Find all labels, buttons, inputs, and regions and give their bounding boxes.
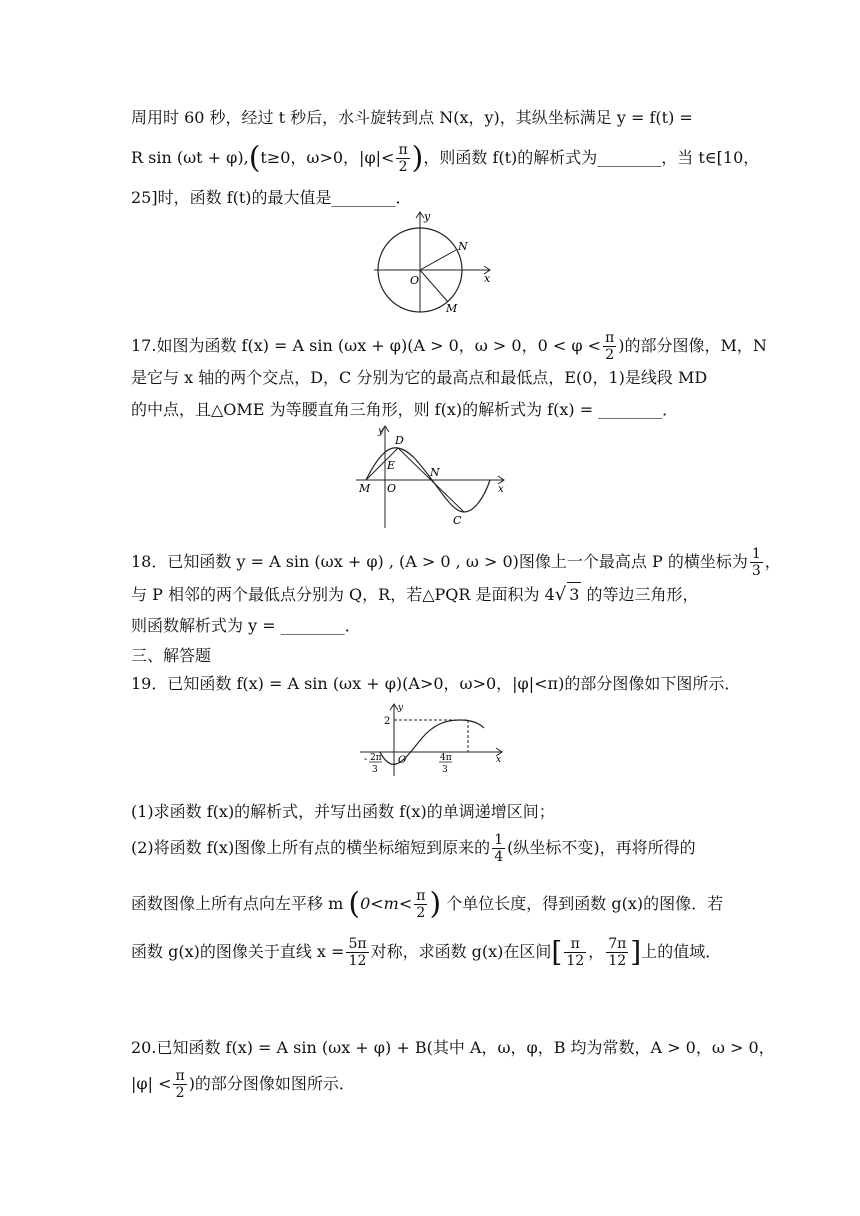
condition-brace-left: ( [348, 886, 361, 922]
point-m-label: M [446, 302, 458, 315]
q19-line1: 19．已知函数 f(x) = A sin (ωx + φ)(A>0，ω>0，|φ|<π)的部分图像如下图所示． [131, 674, 741, 693]
neg-tick-den: 3 [372, 765, 378, 775]
point-c-label: C [453, 514, 462, 527]
origin-label: O [410, 274, 420, 287]
x-label: x [496, 755, 502, 765]
interval-bracket-left: [ [551, 935, 563, 969]
radius-on [420, 250, 456, 270]
x-label: x [484, 272, 491, 285]
q19-part1: (1)求函数 f(x)的解析式，并写出函数 f(x)的单调递增区间； [131, 802, 555, 821]
point-e-label: E [387, 459, 396, 472]
q17-pi-over-2: $\frac{\pi}{2}$ [605, 330, 615, 363]
q19-part2-line2 [131, 888, 723, 921]
q19-part2-end: (纵坐标不变)，再将所得的 [507, 838, 696, 857]
q16-circle-figure [368, 208, 498, 316]
q17-line2: 是它与 x 轴的两个交点，D，C 分别为它的最高点和最低点，E(0，1)是线段 MD [131, 368, 708, 387]
interval-end: $\frac{7\pi}{12}$ [608, 936, 627, 969]
y-label: y [424, 210, 431, 223]
q19-part2-line2-end: 个单位长度，得到函数 g(x)的图像．若 [446, 894, 724, 913]
interval-bracket-right: ] [630, 935, 642, 969]
q19-part2-line1 [131, 832, 696, 865]
m-condition: 0<m< [360, 894, 413, 913]
q19-sine-figure [356, 700, 506, 780]
q18-one-third: $\frac{1}{3}$ [751, 546, 761, 579]
q18-line2-text: 与 P 相邻的两个最低点分别为 Q，R，若△PQR 是面积为 4 [131, 585, 555, 604]
q16-pi-over-2: $\frac{\pi}{2}$ [398, 142, 408, 175]
q19-pi-over-2: $\frac{\pi}{2}$ [416, 888, 426, 921]
q19-part2-line3 [131, 936, 721, 969]
q18-line1-text: 18．已知函数 y = A sin (ωx + φ) , (A > 0 , ω > 0)图像上一个最高点 P 的横坐标为 [131, 552, 748, 571]
q16-line2-text: ，则函数 f(t)的解析式为________，当 t∈[10， [423, 148, 760, 167]
q19-part2-line2-text: 函数图像上所有点向左平移 m [131, 894, 344, 913]
radius-om [420, 270, 448, 302]
q17-line1-end: )的部分图像，M，N [618, 336, 767, 355]
origin-label: O [387, 482, 397, 495]
section-heading: 三、解答题 [131, 646, 212, 665]
q16-line2 [131, 142, 759, 175]
sqrt-radicand: 3 [567, 582, 581, 607]
x-label: x [498, 484, 504, 495]
y-label: y [398, 703, 404, 713]
origin-label: O [398, 755, 407, 766]
q16-condition: t≥0，ω>0，|φ|< [260, 148, 395, 167]
q19-one-quarter: $\frac{1}{4}$ [494, 832, 504, 865]
q16-line1: 周用时 60 秒，经过 t 秒后，水斗旋转到点 N(x，y)，其纵坐标满足 y = f(t) = [131, 108, 693, 127]
point-d-label: D [395, 434, 404, 447]
q20-line2 [131, 1068, 355, 1101]
q20-line2-end: )的部分图像如图所示． [188, 1074, 355, 1093]
max-value-label: 2 [384, 716, 391, 727]
pos-tick-num: 4π [440, 753, 452, 763]
point-n-label: N [430, 466, 440, 479]
q20-line1: 20.已知函数 f(x) = A sin (ωx + φ) + B(其中 A，ω，φ，B 均为常数，A > 0，ω > 0， [131, 1038, 775, 1057]
point-m-label: M [359, 482, 371, 495]
q16-brace-left: ( [248, 140, 261, 176]
q18-line3: 则函数解析式为 y = ________． [131, 616, 361, 635]
q18-line1-end: ， [764, 552, 781, 571]
sqrt-sign: √ [554, 584, 567, 605]
interval-start: $\frac{\pi}{12}$ [566, 936, 585, 969]
q16-formula: R sin (ωt + φ), [131, 148, 249, 167]
q17-line1-text: 17.如图为函数 f(x) = A sin (ωx + φ)(A > 0，ω > 0，0 < φ < [131, 336, 602, 355]
q17-line3: 的中点，且△OME 为等腰直角三角形，则 f(x)的解析式为 f(x) = ________． [131, 400, 679, 419]
condition-brace-right: ) [429, 886, 442, 922]
q18-line1 [131, 546, 781, 579]
q16-brace-right: ) [411, 140, 424, 176]
interval-comma: ， [588, 942, 605, 961]
q19-part2-line3-text: 函数 g(x)的图像关于直线 x = [131, 942, 345, 961]
q19-5pi-over-12: $\frac{5\pi}{12}$ [348, 936, 367, 969]
q20-line2-text: |φ| < [131, 1074, 172, 1093]
q16-line3: 25]时，函数 f(t)的最大值是________． [131, 188, 412, 207]
neg-sign-label: - [364, 754, 368, 765]
q18-line2 [131, 582, 699, 607]
q20-pi-over-2: $\frac{\pi}{2}$ [175, 1068, 185, 1101]
q17-sine-figure [352, 422, 512, 530]
q19-part2-line3-mid: 对称，求函数 g(x)在区间 [370, 942, 552, 961]
q17-line1 [131, 330, 767, 363]
point-n-label: N [458, 240, 468, 253]
neg-tick-num: 2π [370, 753, 382, 763]
pos-tick-den: 3 [442, 765, 448, 775]
q19-part2-line3-end: 上的值域． [641, 942, 722, 961]
y-label: y [378, 426, 384, 437]
q18-line2-end: 的等边三角形， [586, 585, 699, 604]
q19-part2-text: (2)将函数 f(x)图像上所有点的横坐标缩短到原来的 [131, 838, 491, 857]
